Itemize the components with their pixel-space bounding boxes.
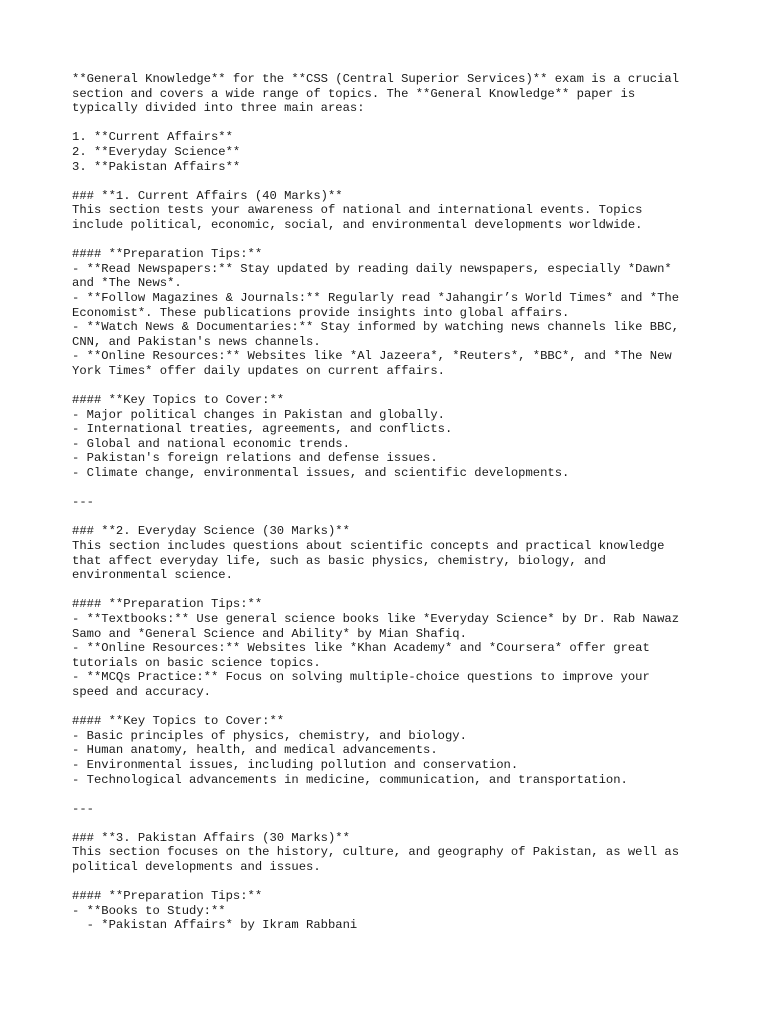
subsection-heading: #### **Preparation Tips:** bbox=[72, 247, 263, 262]
text-line: section and covers a wide range of topics. The **General Knowledge** paper is bbox=[72, 86, 636, 101]
blank-line bbox=[72, 787, 732, 802]
list-item: - Climate change, environmental issues, and scientific developments. bbox=[72, 466, 570, 481]
list-item: - Human anatomy, health, and medical advancements. bbox=[72, 743, 438, 758]
text-line: tutorials on basic science topics. bbox=[72, 655, 321, 670]
section-heading: ### **2. Everyday Science (30 Marks)** bbox=[72, 524, 350, 539]
text-line: This section tests your awareness of national and international events. Topics bbox=[72, 203, 643, 218]
text-line: **General Knowledge** for the **CSS (Central Superior Services)** exam is a crucial bbox=[72, 72, 680, 86]
list-item: - **Follow Magazines & Journals:** Regularly read *Jahangir’s World Times* and *The bbox=[72, 290, 680, 305]
document-page bbox=[72, 72, 732, 933]
list-item: - **Books to Study:** bbox=[72, 903, 226, 918]
blank-line bbox=[72, 700, 732, 715]
list-item: - Major political changes in Pakistan and globally. bbox=[72, 407, 445, 422]
list-item: - Technological advancements in medicine, communication, and transportation. bbox=[72, 772, 628, 787]
text-line: CNN, and Pakistan's news channels. bbox=[72, 334, 321, 349]
text-line: political developments and issues. bbox=[72, 860, 321, 875]
text-line: This section includes questions about scientific concepts and practical knowledge bbox=[72, 539, 665, 553]
numbered-item: 3. **Pakistan Affairs** bbox=[72, 159, 241, 174]
list-item: - **Textbooks:** Use general science books like *Everyday Science* by Dr. Rab Nawaz bbox=[72, 611, 680, 626]
list-item: - **Online Resources:** Websites like *Khan Academy* and *Coursera* offer great bbox=[72, 641, 650, 656]
subsection-heading: #### **Preparation Tips:** bbox=[72, 889, 263, 904]
blank-line bbox=[72, 378, 732, 393]
subsection-heading: #### **Key Topics to Cover:** bbox=[72, 714, 285, 729]
blank-line bbox=[72, 481, 732, 496]
subsection-heading: #### **Preparation Tips:** bbox=[72, 597, 263, 612]
list-item: - Global and national economic trends. bbox=[72, 436, 350, 451]
list-item: - Environmental issues, including pollution and conservation. bbox=[72, 757, 519, 772]
horizontal-rule: --- bbox=[72, 495, 94, 510]
text-line: This section focuses on the history, culture, and geography of Pakistan, as well as bbox=[72, 845, 680, 860]
list-item: - **Read Newspapers:** Stay updated by reading daily newspapers, especially *Dawn* bbox=[72, 261, 672, 276]
numbered-item: 1. **Current Affairs** bbox=[72, 130, 233, 145]
text-line: Economist*. These publications provide insights into global affairs. bbox=[72, 305, 570, 320]
section-heading: ### **1. Current Affairs (40 Marks)** bbox=[72, 188, 343, 203]
list-item: - **MCQs Practice:** Focus on solving multiple-choice questions to improve your bbox=[72, 670, 650, 685]
blank-line bbox=[72, 174, 732, 189]
blank-line bbox=[72, 816, 732, 831]
list-item: - International treaties, agreements, and conflicts. bbox=[72, 422, 453, 437]
text-line: include political, economic, social, and environmental developments worldwide. bbox=[72, 217, 643, 232]
text-line: that affect everyday life, such as basic physics, chemistry, biology, and bbox=[72, 553, 606, 568]
blank-line bbox=[72, 510, 732, 525]
blank-line bbox=[72, 116, 732, 131]
subsection-heading: #### **Key Topics to Cover:** bbox=[72, 393, 285, 408]
list-item: - **Watch News & Documentaries:** Stay informed by watching news channels like BBC, bbox=[72, 320, 680, 335]
blank-line bbox=[72, 875, 732, 890]
text-line: typically divided into three main areas: bbox=[72, 101, 365, 116]
section-heading: ### **3. Pakistan Affairs (30 Marks)** bbox=[72, 830, 350, 845]
list-item: - *Pakistan Affairs* by Ikram Rabbani bbox=[72, 918, 358, 933]
text-line: and *The News*. bbox=[72, 276, 182, 291]
text-line: York Times* offer daily updates on current affairs. bbox=[72, 363, 445, 378]
list-item: - **Online Resources:** Websites like *Al Jazeera*, *Reuters*, *BBC*, and *The New bbox=[72, 349, 672, 364]
text-line: speed and accuracy. bbox=[72, 684, 211, 699]
numbered-item: 2. **Everyday Science** bbox=[72, 144, 241, 159]
blank-line bbox=[72, 583, 732, 598]
list-item: - Pakistan's foreign relations and defense issues. bbox=[72, 451, 438, 466]
blank-line bbox=[72, 233, 732, 248]
horizontal-rule: --- bbox=[72, 801, 94, 816]
text-line: Samo and *General Science and Ability* by Mian Shafiq. bbox=[72, 626, 467, 641]
list-item: - Basic principles of physics, chemistry, and biology. bbox=[72, 728, 467, 743]
text-line: environmental science. bbox=[72, 568, 233, 583]
